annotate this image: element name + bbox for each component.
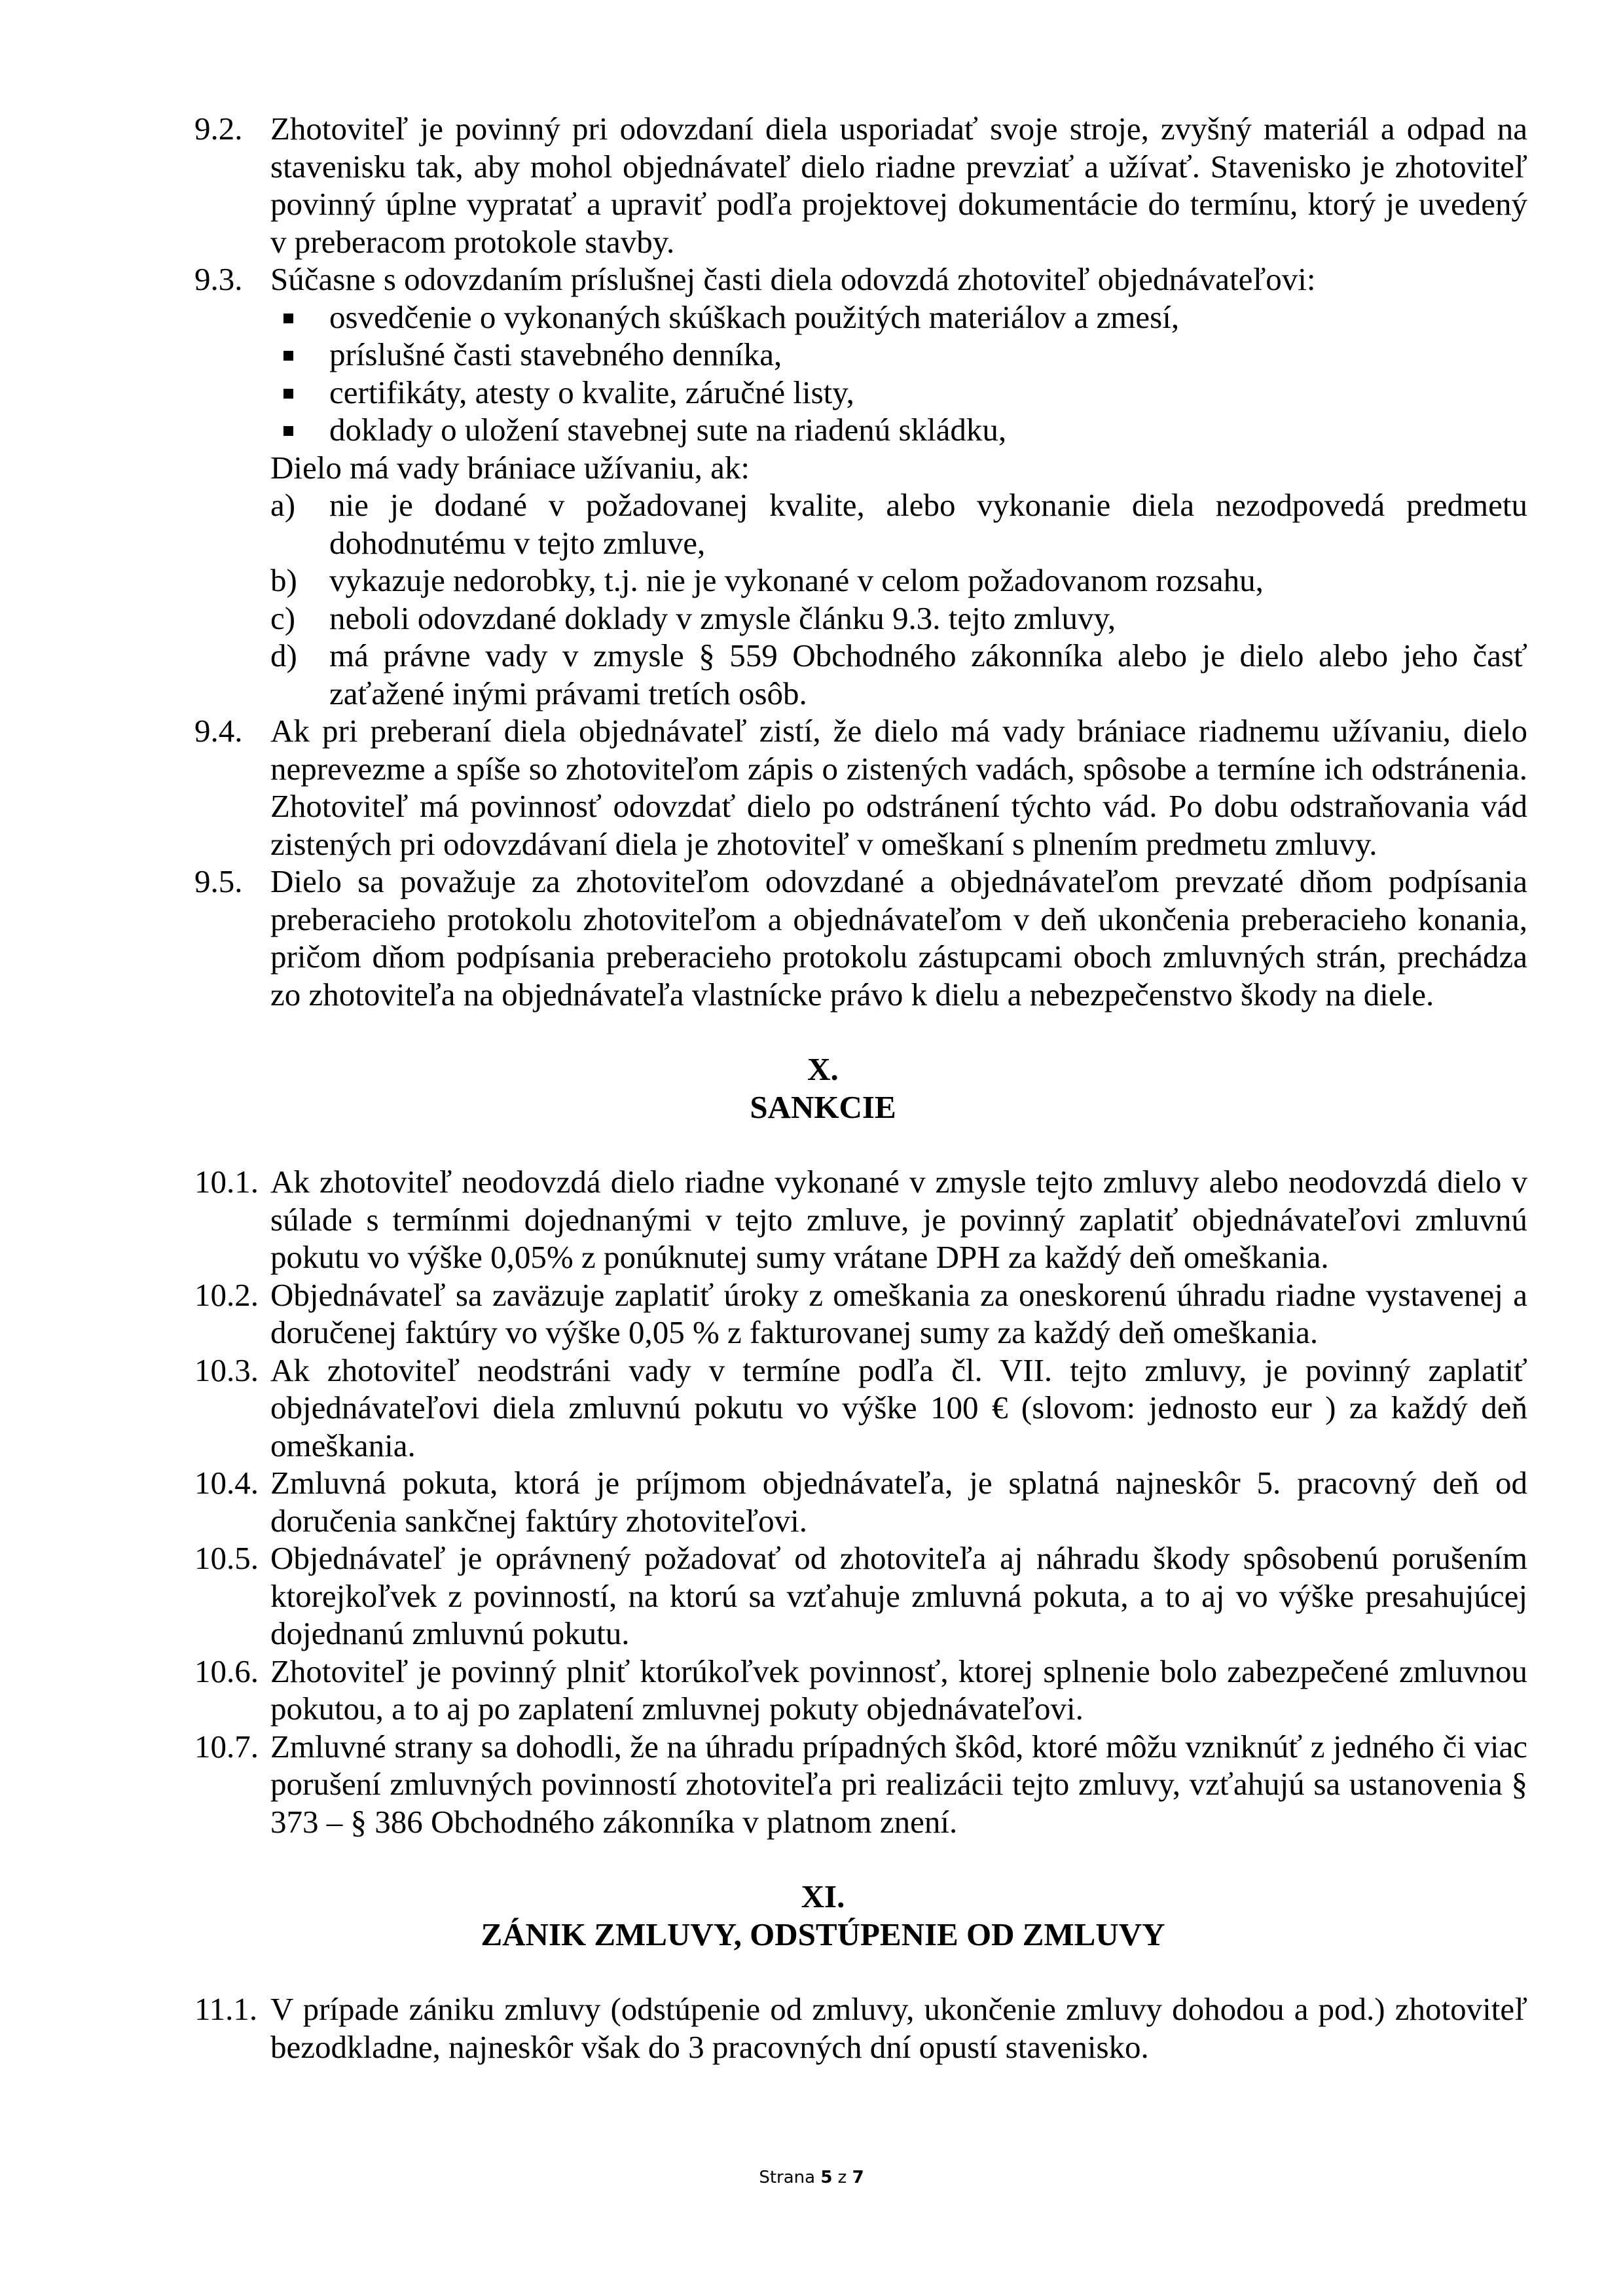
clause-text: V prípade zániku zmluvy (odstúpenie od zmluvy, ukončenie zmluvy dohodou a pod.) zhotoviteľ bezodkladne, najneskôr však do 3 pracovných dní opustí stavenisko. xyxy=(270,1991,1527,2065)
clause-text: Ak zhotoviteľ neodstráni vady v termíne podľa čl. VII. tejto zmluvy, je povinný zaplatiť objednávateľovi diela zmluvnú pokutu vo výške 100 € (slovom: jednosto eur ) za každý deň omeškania. xyxy=(270,1352,1527,1463)
page-footer xyxy=(0,2168,1623,2187)
clause-9-4 xyxy=(194,712,1527,863)
lettered-item xyxy=(270,562,1527,600)
item-text: nie je dodané v požadovanej kvalite, alebo vykonanie diela nezodpovedá predmetu dohodnutému v tejto zmluve, xyxy=(329,487,1527,561)
clause-9-5 xyxy=(194,863,1527,1013)
item-text: má právne vady v zmysle § 559 Obchodného zákonníka alebo je dielo alebo jeho časť zaťažené inými právami tretích osôb. xyxy=(329,637,1527,711)
section-heading-number: X. xyxy=(807,1051,839,1087)
clause-10-7 xyxy=(194,1728,1527,1841)
clause-text: Súčasne s odovzdaním príslušnej časti diela odovzdá zhotoviteľ objednávateľovi: xyxy=(270,261,1316,297)
clause-text: Ak zhotoviteľ neodovzdá dielo riadne vykonané v zmysle tejto zmluvy alebo neodovzdá dielo v súlade s termínmi dojednanými v tejto zmluve, je povinný zaplatiť objednávateľovi zmluvnú pokutu vo výške 0,05% z ponúknutej sumy vrátane DPH za každý deň omeškania. xyxy=(270,1164,1527,1275)
clause-10-3 xyxy=(194,1352,1527,1465)
clause-number: 10.3. xyxy=(194,1352,259,1388)
footer-separator: z xyxy=(837,2168,847,2187)
clause-text: Zhotoviteľ je povinný pri odovzdaní diela usporiadať svoje stroje, zvyšný materiál a odpad na stavenisku tak, aby mohol objednávateľ dielo riadne prevziať a užívať. Stavenisko je zhotoviteľ povinný úplne vypratať a upraviť podľa projektovej dokumentácie do termínu, ktorý je uvedený v preberacom protokole stavby. xyxy=(270,111,1527,260)
list-item-text: certifikáty, atesty o kvalite, záručné listy, xyxy=(329,374,854,410)
footer-prefix: Strana xyxy=(759,2168,816,2187)
clause-text: Zmluvné strany sa dohodli, že na úhradu prípadných škôd, ktoré môžu vzniknúť z jedného či viac porušení zmluvných povinností zhotoviteľa pri realizácii tejto zmluvy, vzťahujú sa ustanovenia § 373 – § 386 Obchodného zákonníka v platnom znení. xyxy=(270,1728,1527,1840)
spacer xyxy=(194,1953,1527,1990)
item-letter: c) xyxy=(270,600,296,636)
list-item xyxy=(270,374,1527,412)
square-bullet-icon xyxy=(283,314,293,323)
clause-text: Objednávateľ sa zaväzuje zaplatiť úroky z omeškania za oneskorenú úhradu riadne vystavenej a doručenej faktúry vo výške 0,05 % z fakturovanej sumy za každý deň omeškania. xyxy=(270,1276,1527,1350)
lettered-item xyxy=(270,600,1527,637)
square-bullet-icon xyxy=(283,389,293,399)
lettered-item xyxy=(270,637,1527,712)
item-letter: b) xyxy=(270,562,297,598)
clause-number: 9.5. xyxy=(194,863,243,899)
clause-text: Dielo sa považuje za zhotoviteľom odovzdané a objednávateľom prevzaté dňom podpísania preberacieho protokolu zhotoviteľom a objednávateľom v deň ukončenia preberacieho konania, pričom dňom podpísania preberacieho protokolu zástupcami oboch zmluvných strán, prechádza zo zhotoviteľa na objednávateľa vlastnícke právo k dielu a nebezpečenstvo škody na diele. xyxy=(270,863,1527,1013)
clause-text: Objednávateľ je oprávnený požadovať od zhotoviteľa aj náhradu škody spôsobenú porušením ktorejkoľvek z povinností, na ktorú sa vzťahuje zmluvná pokuta, a to aj vo výške presahujúcej dojednanú zmluvnú pokutu. xyxy=(270,1540,1527,1651)
clause-number: 9.4. xyxy=(194,713,243,749)
clause-9-2 xyxy=(194,110,1527,260)
clause-10-4 xyxy=(194,1464,1527,1539)
clause-number: 10.6. xyxy=(194,1653,259,1689)
item-text: neboli odovzdané doklady v zmysle článku 9.3. tejto zmluvy, xyxy=(329,600,1116,636)
clause-number: 9.2. xyxy=(194,111,243,147)
spacer xyxy=(194,1013,1527,1050)
item-letter: d) xyxy=(270,637,297,673)
list-item xyxy=(270,411,1527,449)
clause-text: Ak pri preberaní diela objednávateľ zistí, že dielo má vady brániace riadnemu užívaniu, dielo neprevezme a spíše so zhotoviteľom zápis o zistených vadách, spôsobe a termíne ich odstránenia. Zhotoviteľ má povinnosť odovzdať dielo po odstránení týchto vád. Po dobu odstraňovania vád zistených pri odovzdávaní diela je zhotoviteľ v omeškaní s plnením predmetu zmluvy. xyxy=(270,713,1527,862)
clause-text: Zmluvná pokuta, ktorá je príjmom objednávateľa, je splatná najneskôr 5. pracovný deň od doručenia sankčnej faktúry zhotoviteľovi. xyxy=(270,1465,1527,1539)
clause-10-2 xyxy=(194,1276,1527,1352)
clause-number: 11.1. xyxy=(194,1991,258,2027)
section-heading-number: XI. xyxy=(801,1878,845,1914)
list-item-text: doklady o uložení stavebnej sute na riadenú skládku, xyxy=(329,412,1007,448)
clause-9-3 xyxy=(194,260,1527,712)
item-text: vykazuje nedorobky, t.j. nie je vykonané v celom požadovanom rozsahu, xyxy=(329,562,1264,598)
clause-11-1 xyxy=(194,1990,1527,2066)
list-item xyxy=(270,298,1527,336)
section-heading-title: ZÁNIK ZMLUVY, ODSTÚPENIE OD ZMLUVY xyxy=(481,1916,1165,1952)
spacer xyxy=(194,1840,1527,1878)
clause-number: 9.3. xyxy=(194,261,243,297)
bullet-list xyxy=(270,298,1527,449)
lettered-item xyxy=(270,486,1527,562)
clause-number: 10.1. xyxy=(194,1164,259,1200)
square-bullet-icon xyxy=(283,426,293,436)
section-heading-title: SANKCIE xyxy=(750,1088,896,1125)
list-item xyxy=(270,336,1527,374)
clause-text: Zhotoviteľ je povinný plniť ktorúkoľvek povinnosť, ktorej splnenie bolo zabezpečené zmluvnou pokutou, a to aj po zaplatení zmluvnej pokuty objednávateľovi. xyxy=(270,1653,1527,1727)
item-letter: a) xyxy=(270,487,296,523)
clause-number: 10.2. xyxy=(194,1276,259,1313)
footer-current-page: 5 xyxy=(820,2168,833,2187)
clause-number: 10.5. xyxy=(194,1540,259,1576)
clause-10-6 xyxy=(194,1653,1527,1728)
document-body xyxy=(194,110,1527,2066)
defects-subheading: Dielo má vady brániace užívaniu, ak: xyxy=(270,449,750,486)
footer-total-pages: 7 xyxy=(852,2168,864,2187)
clause-10-5 xyxy=(194,1539,1527,1653)
square-bullet-icon xyxy=(283,351,293,361)
clause-number: 10.7. xyxy=(194,1728,259,1765)
lettered-list xyxy=(270,486,1527,712)
clause-10-1 xyxy=(194,1163,1527,1276)
list-item-text: osvedčenie o vykonaných skúškach použitých materiálov a zmesí, xyxy=(329,298,1180,335)
spacer xyxy=(194,1126,1527,1163)
list-item-text: príslušné časti stavebného denníka, xyxy=(329,336,782,372)
clause-number: 10.4. xyxy=(194,1465,259,1501)
